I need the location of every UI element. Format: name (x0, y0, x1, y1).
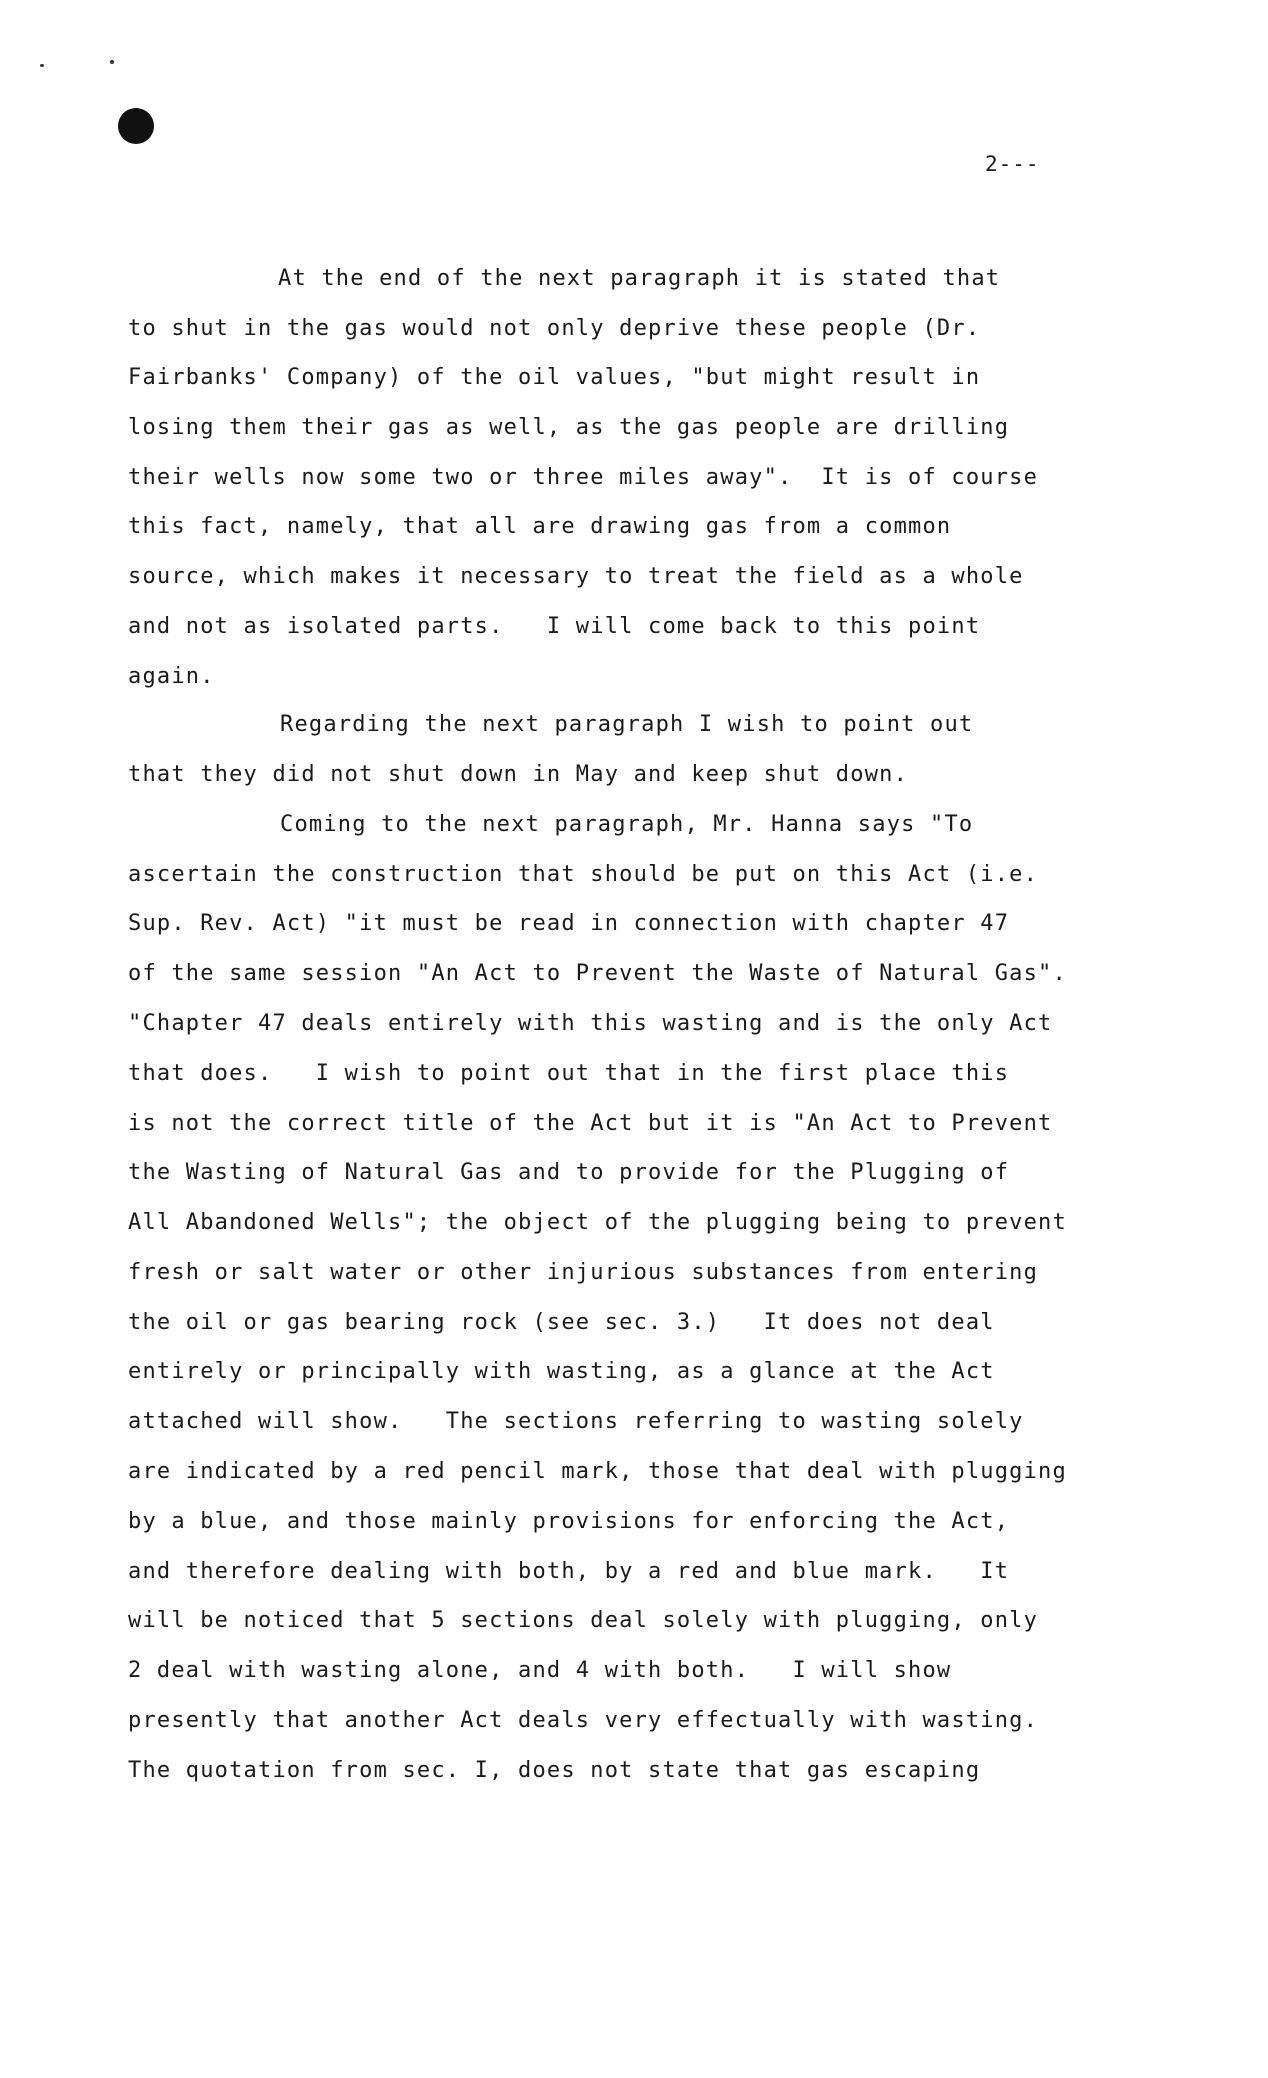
text-line: is not the correct title of the Act but it is "An Act to Prevent (128, 1111, 1053, 1136)
text-line: Sup. Rev. Act) "it must be read in connection with chapter 47 (128, 911, 1010, 936)
text-line: to shut in the gas would not only deprive these people (Dr. (128, 316, 981, 341)
text-line: Fairbanks' Company) of the oil values, "but might result in (128, 365, 981, 390)
text-line: again. (128, 664, 215, 689)
text-line: 2 deal with wasting alone, and 4 with both. I will show (128, 1658, 952, 1683)
text-line: At the end of the next paragraph it is stated that (278, 266, 1001, 291)
page-number: 2--- (985, 152, 1040, 176)
text-line: that does. I wish to point out that in the first place this (128, 1061, 1010, 1086)
text-line: this fact, namely, that all are drawing gas from a common (128, 514, 952, 539)
text-line: and not as isolated parts. I will come back to this point (128, 614, 981, 639)
text-line: Regarding the next paragraph I wish to point out (280, 712, 974, 737)
text-line: All Abandoned Wells"; the object of the plugging being to prevent (128, 1210, 1067, 1235)
text-line: their wells now some two or three miles away". It is of course (128, 465, 1039, 490)
text-line: fresh or salt water or other injurious substances from entering (128, 1260, 1039, 1285)
text-line: presently that another Act deals very effectually with wasting. (128, 1708, 1039, 1733)
text-line: source, which makes it necessary to treat the field as a whole (128, 564, 1024, 589)
text-line: "Chapter 47 deals entirely with this wasting and is the only Act (128, 1011, 1053, 1036)
text-line: of the same session "An Act to Prevent the Waste of Natural Gas". (128, 961, 1067, 986)
text-line: that they did not shut down in May and keep shut down. (128, 762, 909, 787)
text-line: the oil or gas bearing rock (see sec. 3.) It does not deal (128, 1310, 995, 1335)
text-line: attached will show. The sections referring to wasting solely (128, 1409, 1024, 1434)
text-line: the Wasting of Natural Gas and to provide for the Plugging of (128, 1160, 1010, 1185)
text-line: and therefore dealing with both, by a red and blue mark. It (128, 1559, 1010, 1584)
text-line: Coming to the next paragraph, Mr. Hanna says "To (280, 812, 974, 837)
text-line: are indicated by a red pencil mark, those that deal with plugging (128, 1459, 1067, 1484)
text-line: by a blue, and those mainly provisions for enforcing the Act, (128, 1509, 1010, 1534)
text-line: ascertain the construction that should be put on this Act (i.e. (128, 862, 1039, 887)
text-line: losing them their gas as well, as the gas people are drilling (128, 415, 1010, 440)
text-line: The quotation from sec. I, does not state that gas escaping (128, 1758, 981, 1783)
text-line: entirely or principally with wasting, as a glance at the Act (128, 1359, 995, 1384)
text-line: will be noticed that 5 sections deal solely with plugging, only (128, 1608, 1039, 1633)
